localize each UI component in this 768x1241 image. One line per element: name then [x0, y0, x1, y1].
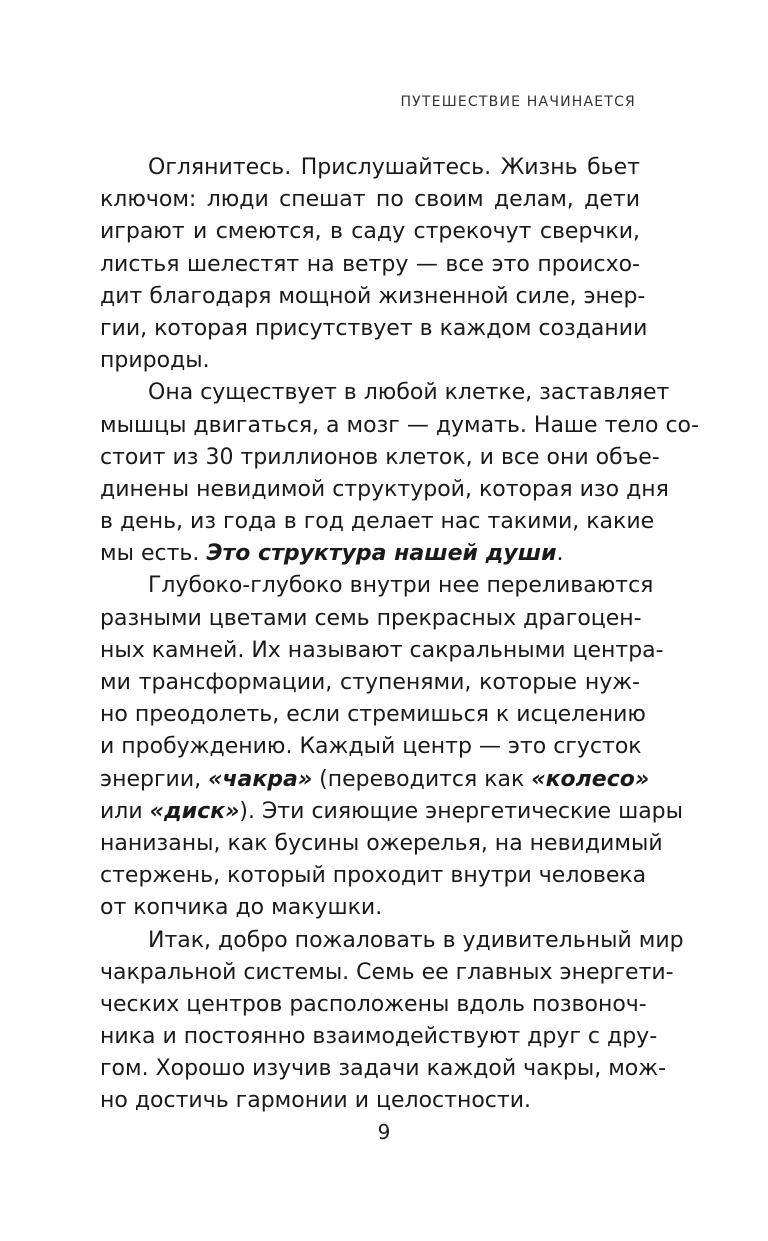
running-head: ПУТЕШЕСТВИЕ НАЧИНАЕТСЯ	[400, 94, 636, 110]
text-segment: (переводится как	[312, 766, 532, 792]
text-line: нанизаны, как бусины ожерелья, на невидимый	[100, 830, 663, 856]
text-line: листья шелестят на ветру — все это происхо-	[100, 251, 640, 277]
text-line: ключом: люди спешат по своим делам, дети	[100, 187, 640, 213]
text-line: разными цветами семь прекрасных драгоцен-	[100, 605, 642, 631]
body-text	[100, 152, 699, 1118]
text-line: Она существует в любой клетке, заставляет	[148, 380, 670, 406]
text-line: динены невидимой структурой, которая изо дня	[100, 476, 669, 502]
emphasis-text: Это структура нашей души	[206, 541, 557, 567]
text-line: играют и смеются, в саду стрекочут сверчки,	[100, 219, 640, 245]
text-line	[100, 796, 684, 828]
text-line: но достичь гармонии и целостности.	[100, 1088, 531, 1114]
text-line: дит благодаря мощной жизненной силе, энер-	[100, 283, 646, 309]
text-line: гии, которая присутствует в каждом создании	[100, 315, 648, 341]
text-line: ника и постоянно взаимодействуют друг с дру-	[100, 1024, 658, 1050]
text-line: ных камней. Их называют сакральными центра-	[100, 637, 664, 663]
text-segment: .	[556, 541, 564, 567]
text-line: от копчика до макушки.	[100, 895, 383, 921]
text-segment: энергии,	[100, 766, 209, 792]
page-number: 9	[377, 1120, 391, 1144]
text-line: ческих центров расположены вдоль позвоноч-	[100, 991, 647, 1017]
text-line: и пробуждению. Каждый центр — это сгусток	[100, 734, 642, 760]
text-line: стоит из 30 триллионов клеток, и все они объе-	[100, 444, 660, 470]
text-line: мышцы двигаться, а мозг — думать. Наше тело со-	[100, 412, 699, 438]
text-line: Оглянитесь. Прислушайтесь. Жизнь бьет	[148, 155, 640, 180]
text-line: но преодолеть, если стремишься к исцелению	[100, 702, 646, 728]
text-segment: или	[100, 798, 150, 824]
text-line: Глубоко-глубоко внутри нее переливаются	[148, 573, 654, 599]
text-segment: мы есть.	[100, 541, 207, 567]
emphasis-text: «чакра»	[208, 766, 313, 792]
text-line: в день, из года в год делает нас такими, какие	[100, 509, 655, 535]
text-line: чакральной системы. Семь ее главных энергети-	[100, 959, 674, 985]
emphasis-text: «колесо»	[531, 766, 650, 792]
emphasis-text: «диск»	[149, 798, 240, 824]
text-line: Итак, добро пожаловать в удивительный мир	[148, 927, 684, 953]
text-line	[100, 538, 640, 570]
text-line: стержень, который проходит внутри человека	[100, 863, 647, 889]
text-line: гом. Хорошо изучив задачи каждой чакры, мож-	[100, 1056, 667, 1082]
text-line	[100, 764, 650, 796]
text-segment: ). Эти сияющие энергетические шары	[239, 798, 684, 824]
text-line: природы.	[100, 348, 210, 374]
text-line: ми трансформации, ступенями, которые нуж-	[100, 670, 640, 695]
